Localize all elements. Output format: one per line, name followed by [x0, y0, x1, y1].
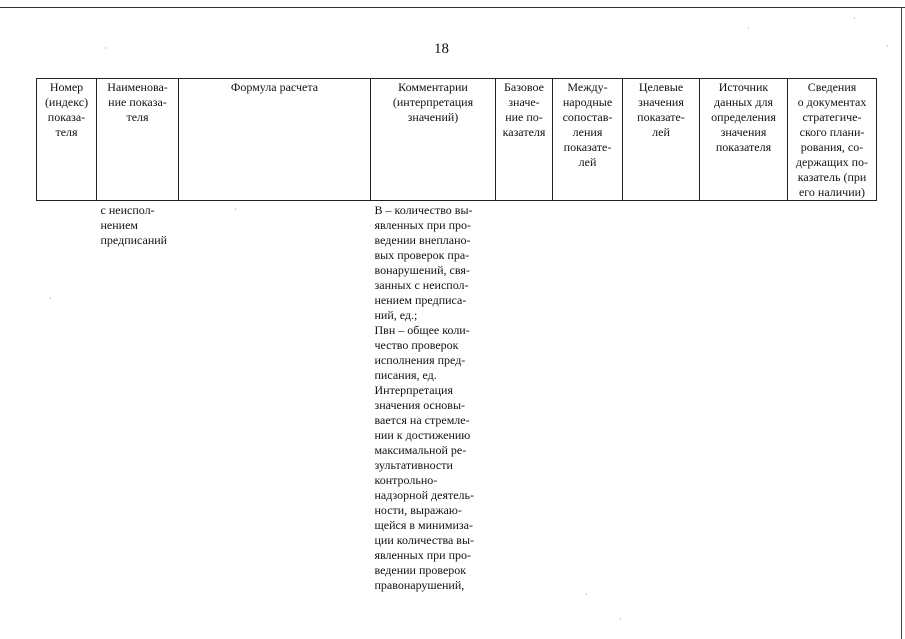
header-index: Номер (индекс) показа- теля	[37, 79, 97, 201]
scan-speck: ·	[234, 205, 237, 214]
cell-formula	[179, 201, 371, 604]
scan-speck: ·	[853, 14, 856, 23]
header-international: Между- народные сопостав- ления показате- лей	[553, 79, 623, 201]
table-header-row	[37, 79, 877, 201]
cell-international	[553, 201, 623, 604]
right-border-line	[901, 7, 902, 639]
cell-index	[37, 201, 97, 604]
header-strategic-docs: Сведения о документах стратегиче- ского плани- рования, со- держащих по- казатель (при его наличии)	[788, 79, 877, 201]
header-formula: Формула расчета	[179, 79, 371, 201]
scan-speck: ·	[886, 42, 889, 51]
header-base-value: Базовое значе- ние по- казателя	[496, 79, 553, 201]
cell-target-values	[623, 201, 700, 604]
cell-strategic-docs	[788, 201, 877, 604]
cell-base-value	[496, 201, 553, 604]
cell-data-source	[700, 201, 788, 604]
header-name: Наименова- ние показа- теля	[97, 79, 179, 201]
cell-name: с неиспол- нением предписаний	[100, 203, 168, 247]
header-data-source: Источник данных для определения значения показателя	[700, 79, 788, 201]
scan-speck: ·	[104, 44, 107, 53]
scan-speck: ·	[585, 590, 588, 599]
scan-speck: ·	[49, 294, 52, 303]
indicators-table	[36, 78, 877, 603]
scan-speck: ·	[619, 615, 622, 624]
header-comments: Комментарии (интерпретация значений)	[371, 79, 496, 201]
page-number: 18	[434, 41, 449, 57]
top-border-line	[0, 7, 905, 8]
scan-speck: ·	[747, 24, 750, 33]
cell-comment: В – количество вы- явленных при про- ведении внеплано- вых проверок пра- вонарушений, свя- занных с неиспол- нением предписа- ний, ед.; Пвн – общее коли- чество проверок исполнения пред- писания, ед. Интерпретация значения основы- вается на стремле- нии к достижению максимальной ре- зультативности контрольно- надзорной деятель- ности, выражаю- щейся в минимиза- ции количества вы- явленных при про- ведении проверок правонарушений,	[374, 203, 475, 592]
header-target-values: Целевые значения показате- лей	[623, 79, 700, 201]
table-row	[37, 201, 877, 604]
